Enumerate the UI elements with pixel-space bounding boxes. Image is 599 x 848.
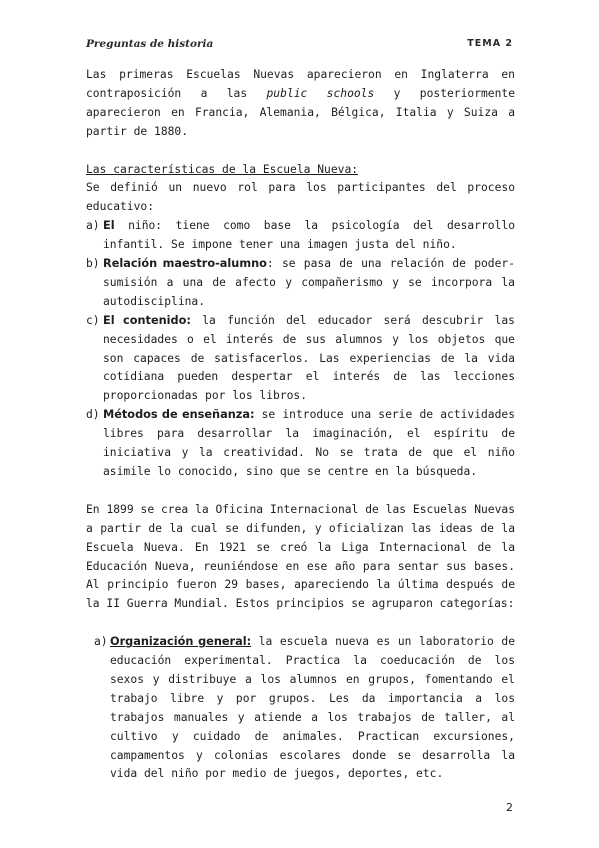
characteristics-list: [86, 217, 515, 482]
item-text: se introduce una serie de actividades libres para desarrollar la imaginación, el espíritu de iniciativa y la creatividad. No se trata de que el niño asimile lo conocido, sino que se centre en la búsqueda.: [103, 408, 516, 479]
list-item: [86, 255, 515, 312]
header-topic: TEMA 2: [467, 38, 513, 49]
item-term: El contenido:: [103, 313, 191, 327]
list-marker: a): [86, 219, 100, 233]
item-text: la función del educador será descubrir las necesidades o el interés de sus alumnos y los objetos que son capaces de satisfacerlos. Las experiencias de la vida cotidiana pueden despertar el interés de las lecciones proporcionadas por los libros.: [103, 313, 515, 403]
section-heading: Las características de la Escuela Nueva:: [86, 162, 359, 176]
intro-paragraph: [86, 66, 515, 142]
intro-italic-term: public schools: [266, 86, 375, 100]
page-header: [86, 38, 513, 52]
item-term: Métodos de enseñanza:: [103, 408, 255, 422]
list-marker: a): [94, 635, 108, 649]
list-marker: d): [86, 408, 100, 422]
list-item: [86, 406, 515, 482]
document-body: [86, 66, 515, 784]
header-title: Preguntas de historia: [86, 38, 214, 50]
section-lead: Se definió un nuevo rol para los participantes del proceso educativo:: [86, 181, 515, 214]
page-number: 2: [506, 801, 513, 814]
history-paragraph: En 1899 se crea la Oficina Internacional de las Escuelas Nuevas a partir de la cual se difunden, y oficializan las ideas de la Escuela Nueva. En 1921 se creó la Liga Internacional de la Educación Nueva, reuniéndose en ese año para sentar sus bases. Al principio fueron 29 bases, apareciendo la última después de la II Guerra Mundial. Estos principios se agruparon categorías:: [86, 502, 515, 611]
list-marker: c): [86, 313, 100, 327]
list-item: [86, 633, 515, 784]
item-text: la escuela nueva es un laboratorio de educación experimental. Practica la coeducación de los sexos y distribuye a los alumnos en grupos, fomentando el trabajo libre y por grupos. Les da importancia a los trabajos manuales y atiende a los trabajos de taller, al cultivo y cuidado de animales. Practican excursiones, campamentos y colonias escolares donde se desarrolla la vida del niño por medio de juegos, deportes, etc.: [110, 635, 516, 781]
intro-text-1: Las primeras Escuelas Nuevas aparecieron en Inglaterra en contraposición a las: [86, 68, 515, 100]
item-term: El: [103, 219, 115, 233]
list-item: [86, 217, 515, 255]
principles-list: [86, 633, 515, 784]
list-marker: b): [86, 257, 100, 271]
item-text: : se pasa de una relación de poder-sumisión a una de afecto y compañerismo y se incorpora la autodisciplina.: [103, 257, 516, 308]
item-term: Relación maestro-alumno: [103, 257, 267, 271]
list-item: [86, 312, 515, 407]
intro-text-2: y posteriormente aparecieron en Francia, Alemania, Bélgica, Italia y Suiza a partir de 1880.: [86, 86, 516, 138]
item-term: Organización general:: [110, 635, 252, 649]
item-text: niño: tiene como base la psicología del desarrollo infantil. Se impone tener una imagen justa del niño.: [103, 219, 515, 252]
